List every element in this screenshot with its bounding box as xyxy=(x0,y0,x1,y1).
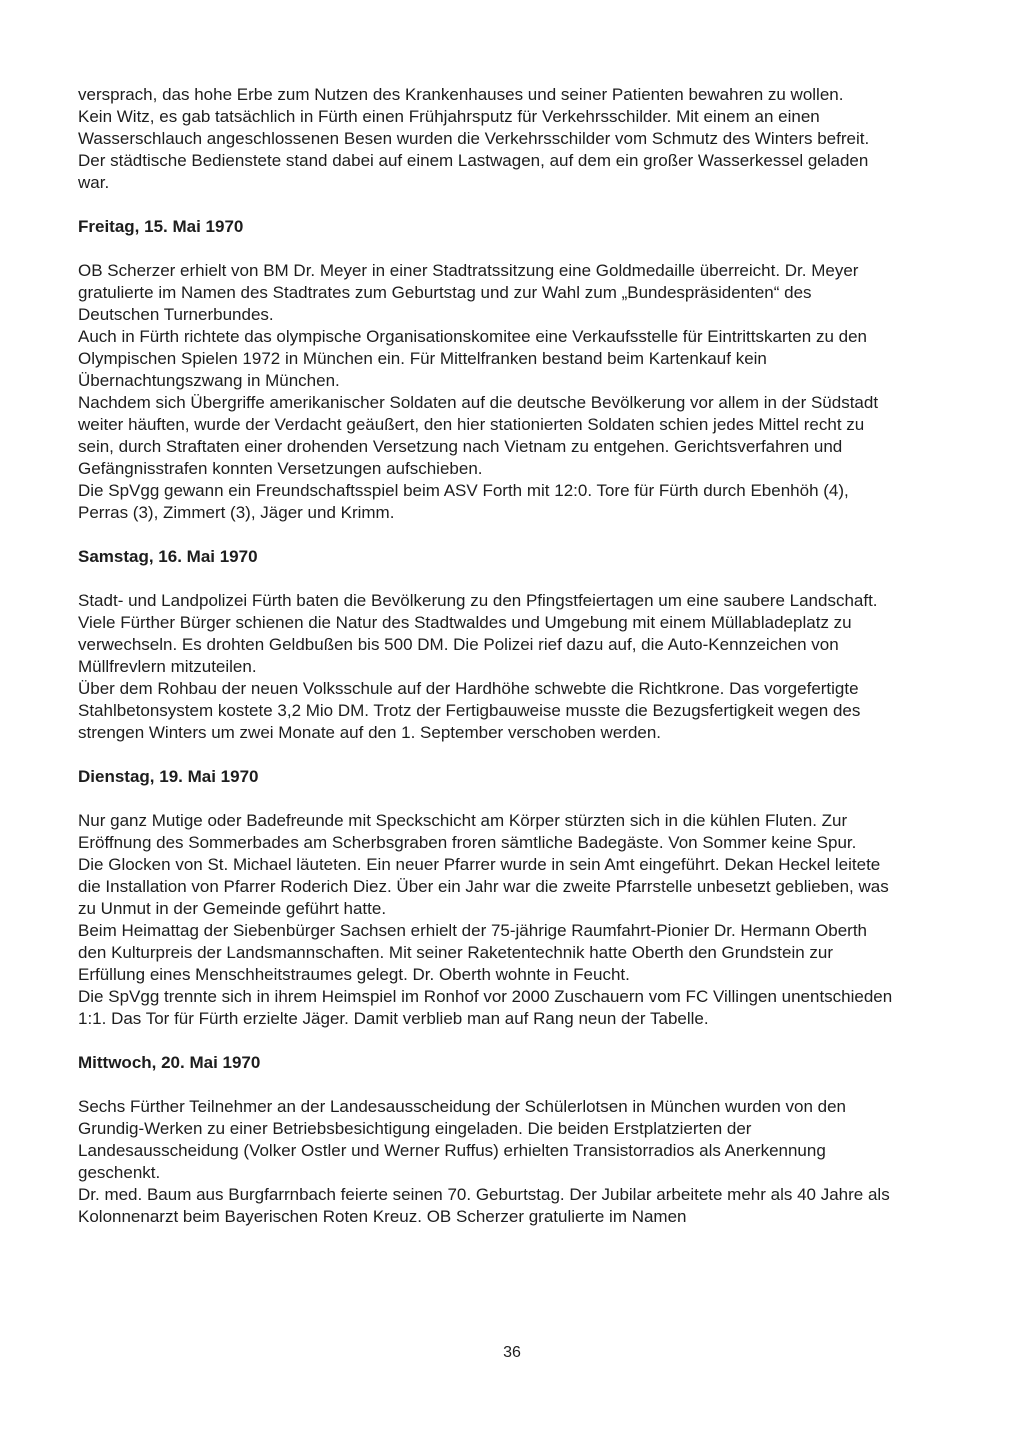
paragraph: Die Glocken von St. Michael läuteten. Ein neuer Pfarrer wurde in sein Amt eingeführt. Dekan Heckel leitete die Installation von Pfarrer Roderich Diez. Über ein Jahr war die zweite Pfarrstelle unbesetzt geblieben, was zu Unmut in der Gemeinde geführt hatte. xyxy=(78,855,889,918)
paragraph: versprach, das hohe Erbe zum Nutzen des Krankenhauses und seiner Patienten bewahren zu wollen. xyxy=(78,85,844,104)
paragraph: OB Scherzer erhielt von BM Dr. Meyer in einer Stadtratssitzung eine Goldmedaille überreicht. Dr. Meyer gratulierte im Namen des Stadtrates zum Geburtstag und zur Wahl zum „Bundespräsidenten“ des Deutschen Turnerbundes. xyxy=(78,261,859,324)
section-heading: Mittwoch, 20. Mai 1970 xyxy=(78,1053,261,1072)
paragraph: Sechs Fürther Teilnehmer an der Landesausscheidung der Schülerlotsen in München wurden von den Grundig-Werken zu einer Betriebsbesichtigung eingeladen. Die beiden Erstplatzierten der Landesausscheidung (Volker Ostler und Werner Ruffus) erhielten Transistorradios als Anerkennung geschenkt. xyxy=(78,1097,846,1182)
paragraph: Stadt- und Landpolizei Fürth baten die Bevölkerung zu den Pfingstfeiertagen um eine saubere Landschaft. Viele Fürther Bürger schienen die Natur des Stadtwaldes und Umgebung mit einem Müllabladeplatz zu verwechseln. Es drohten Geldbußen bis 500 DM. Die Polizei rief dazu auf, die Auto-Kennzeichen von Müllfrevlern mitzuteilen. xyxy=(78,591,878,676)
paragraph: Die SpVgg trennte sich in ihrem Heimspiel im Ronhof vor 2000 Zuschauern vom FC Villingen unentschieden 1:1. Das Tor für Fürth erzielte Jäger. Damit verblieb man auf Rang neun der Tabelle. xyxy=(78,987,893,1028)
section-heading: Dienstag, 19. Mai 1970 xyxy=(78,767,259,786)
paragraph: Auch in Fürth richtete das olympische Organisationskomitee eine Verkaufsstelle für Eintrittskarten zu den Olympischen Spielen 1972 in München ein. Für Mittelfranken bestand beim Kartenkauf kein Übernachtungszwang in München. xyxy=(78,327,867,390)
section-heading: Samstag, 16. Mai 1970 xyxy=(78,547,258,566)
section-heading: Freitag, 15. Mai 1970 xyxy=(78,217,244,236)
paragraph: Nachdem sich Übergriffe amerikanischer Soldaten auf die deutsche Bevölkerung vor allem in der Südstadt weiter häuften, wurde der Verdacht geäußert, den hier stationierten Soldaten schien jedes Mittel recht zu sein, durch Straftaten einer drohenden Versetzung nach Vietnam zu entgehen. Gerichtsverfahren und Gefängnisstrafen konnten Versetzungen aufschieben. xyxy=(78,393,879,478)
page-footer xyxy=(0,1344,1024,1362)
document-body xyxy=(78,84,893,1228)
paragraph: Beim Heimattag der Siebenbürger Sachsen erhielt der 75-jährige Raumfahrt-Pionier Dr. Hermann Oberth den Kulturpreis der Landsmannschaften. Mit seiner Raketentechnik hatte Oberth den Grundstein zur Erfüllung eines Menschheitstraumes gelegt. Dr. Oberth wohnte in Feucht. xyxy=(78,921,867,984)
paragraph: Kein Witz, es gab tatsächlich in Fürth einen Frühjahrsputz für Verkehrsschilder. Mit einem an einen Wasserschlauch angeschlossenen Besen wurden die Verkehrsschilder vom Schmutz des Winters befreit. Der städtische Bedienstete stand dabei auf einem Lastwagen, auf dem ein großer Wasserkessel geladen war. xyxy=(78,107,870,192)
paragraph: Über dem Rohbau der neuen Volksschule auf der Hardhöhe schwebte die Richtkrone. Das vorgefertigte Stahlbetonsystem kostete 3,2 Mio DM. Trotz der Fertigbauweise musste die Bezugsfertigkeit wegen des strengen Winters um zwei Monate auf den 1. September verschoben werden. xyxy=(78,679,861,742)
paragraph: Nur ganz Mutige oder Badefreunde mit Speckschicht am Körper stürzten sich in die kühlen Fluten. Zur Eröffnung des Sommerbades am Scherbsgraben froren sämtliche Badegäste. Von Sommer keine Spur. xyxy=(78,811,857,852)
paragraph: Die SpVgg gewann ein Freundschaftsspiel beim ASV Forth mit 12:0. Tore für Fürth durch Ebenhöh (4), Perras (3), Zimmert (3), Jäger und Krimm. xyxy=(78,481,849,522)
page-number: 36 xyxy=(503,1344,521,1361)
paragraph: Dr. med. Baum aus Burgfarrnbach feierte seinen 70. Geburtstag. Der Jubilar arbeitete mehr als 40 Jahre als Kolonnenarzt beim Bayerischen Roten Kreuz. OB Scherzer gratulierte im Namen xyxy=(78,1185,890,1226)
